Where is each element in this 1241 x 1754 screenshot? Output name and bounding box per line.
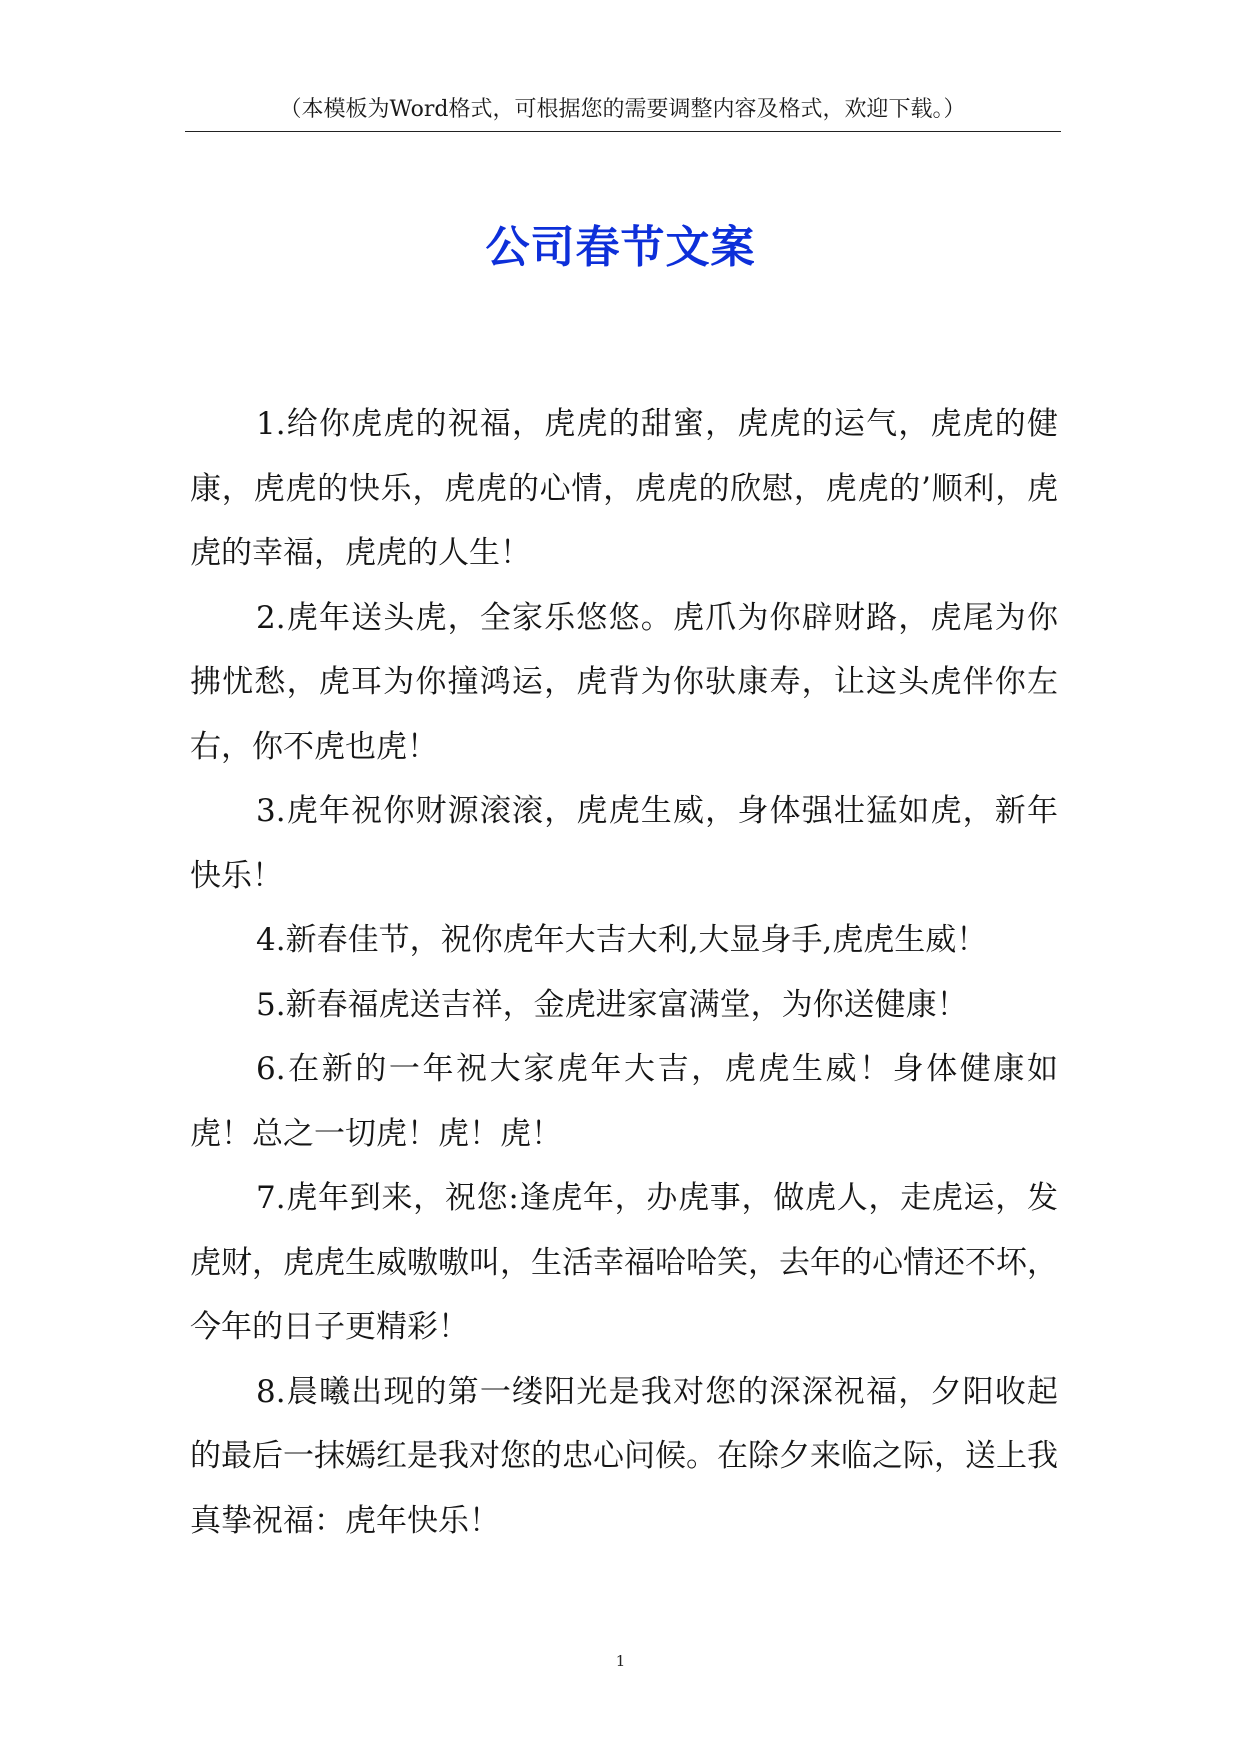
header-divider: [185, 131, 1061, 132]
document-title: 公司春节文案: [485, 222, 756, 273]
paragraph-3: 3.虎年祝你财源滚滚，虎虎生威，身体强壮猛如虎，新年快乐！: [190, 793, 1058, 894]
template-note: （本模板为Word格式，可根据您的需要调整内容及格式，欢迎下载。）: [279, 97, 966, 122]
paragraph-4: 4.新春佳节，祝你虎年大吉大利,大显身手,虎虎生威！: [256, 922, 988, 958]
paragraph-8: 8.晨曦出现的第一缕阳光是我对您的深深祝福，夕阳收起的最后一抹嫣红是我对您的忠心问候。在除夕来临之际，送上我真挚祝福：虎年快乐！: [190, 1373, 1058, 1539]
document-body: [190, 392, 1058, 1553]
paragraph-7: 7.虎年到来，祝您:逢虎年，办虎事，做虎人，走虎运，发虎财，虎虎生威嗷嗷叫，生活幸福哈哈笑，去年的心情还不坏，今年的日子更精彩！: [190, 1180, 1058, 1345]
paragraph-2: 2.虎年送头虎，全家乐悠悠。虎爪为你辟财路，虎尾为你拂忧愁，虎耳为你撞鸿运，虎背为你驮康寿，让这头虎伴你左右，你不虎也虎！: [190, 599, 1058, 765]
paragraph-6: 6.在新的一年祝大家虎年大吉，虎虎生威！身体健康如虎！总之一切虎！虎！虎！: [190, 1051, 1058, 1152]
paragraph-5: 5.新春福虎送吉祥，金虎进家富满堂，为你送健康！: [256, 986, 968, 1023]
paragraph-1: 1.给你虎虎的祝福，虎虎的甜蜜，虎虎的运气，虎虎的健康，虎虎的快乐，虎虎的心情，虎虎的欣慰，虎虎的’顺利，虎虎的幸福，虎虎的人生！: [190, 406, 1058, 571]
page-number: 1: [615, 1652, 626, 1670]
